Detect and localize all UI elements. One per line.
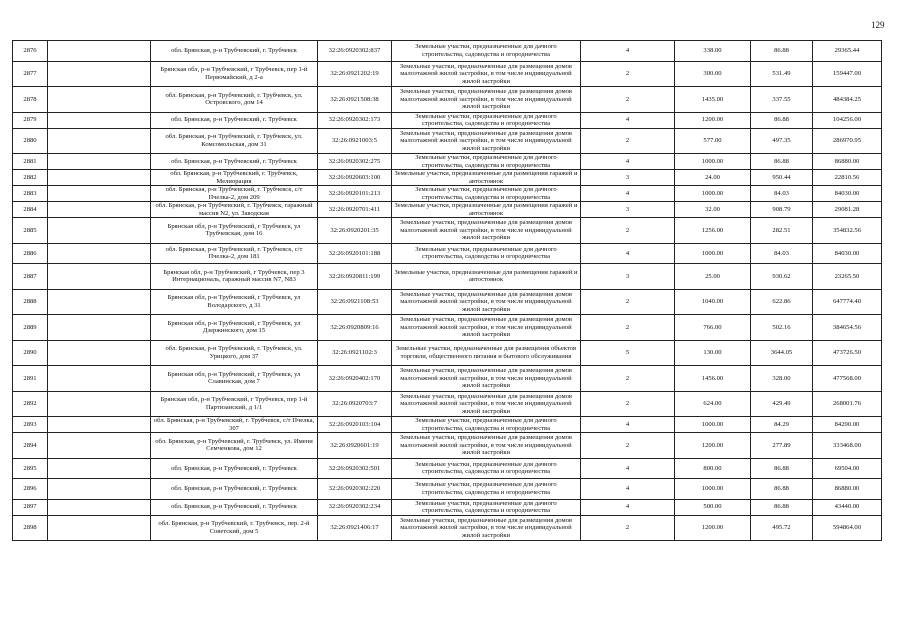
address-cell: обл. Брянская, р-н Трубчевский, г. Трубчевск	[151, 154, 318, 170]
row-number: 2891	[13, 366, 48, 392]
cadastral-value-cell: 29081.28	[813, 202, 882, 218]
cadastral-value-cell: 384654.56	[813, 315, 882, 341]
area-cell: 24.00	[675, 170, 751, 186]
specific-value-cell: 930.62	[751, 264, 813, 290]
cadastral-value-cell: 268001.76	[813, 391, 882, 417]
cadastral-value-cell: 84030.00	[813, 243, 882, 264]
empty-cell	[48, 154, 151, 170]
land-use-cell: Земельные участки, предназначенные для размещения домов малоэтажной жилой застройки, в том числе индивидуальной жилой застройки	[392, 366, 581, 392]
row-number: 2892	[13, 391, 48, 417]
table-row	[13, 315, 882, 341]
row-number: 2886	[13, 243, 48, 264]
land-use-cell: Земельные участки, предназначенные для дачного строительства, садоводства и огородничества	[392, 112, 581, 128]
area-cell: 1200.00	[675, 112, 751, 128]
cadastral-number-cell: 32:26:0921508:38	[318, 87, 392, 113]
group-cell: 4	[581, 41, 675, 62]
land-use-cell: Земельные участки, предназначенные для размещения домов малоэтажной жилой застройки, в том числе индивидуальной жилой застройки	[392, 61, 581, 87]
cadastral-number-cell: 32:26:0920811:199	[318, 264, 392, 290]
land-use-cell: Земельные участки, предназначенные для размещения домов малоэтажной жилой застройки, в том числе индивидуальной жилой застройки	[392, 218, 581, 244]
table-row	[13, 417, 882, 433]
specific-value-cell: 84.29	[751, 417, 813, 433]
table-row	[13, 154, 882, 170]
empty-cell	[48, 170, 151, 186]
group-cell: 2	[581, 61, 675, 87]
specific-value-cell: 86.88	[751, 499, 813, 515]
cadastral-number-cell: 32:26:0920809:16	[318, 315, 392, 341]
table-row	[13, 366, 882, 392]
table-row	[13, 391, 882, 417]
empty-cell	[48, 340, 151, 366]
group-cell: 3	[581, 264, 675, 290]
address-cell: обл. Брянская, р-н Трубчевский, г. Трубчевск, ул. Урицкого, дом 37	[151, 340, 318, 366]
cadastral-value-cell: 29365.44	[813, 41, 882, 62]
specific-value-cell: 495.72	[751, 515, 813, 541]
cadastral-value-cell: 84290.00	[813, 417, 882, 433]
empty-cell	[48, 186, 151, 202]
specific-value-cell: 531.49	[751, 61, 813, 87]
address-cell: обл. Брянская, р-н Трубчевский, г. Трубчевск	[151, 479, 318, 500]
group-cell: 2	[581, 515, 675, 541]
row-number: 2897	[13, 499, 48, 515]
cadastral-value-cell: 22810.56	[813, 170, 882, 186]
area-cell: 1000.00	[675, 186, 751, 202]
cadastral-value-cell: 43440.00	[813, 499, 882, 515]
area-cell: 1000.00	[675, 243, 751, 264]
row-number: 2885	[13, 218, 48, 244]
empty-cell	[48, 218, 151, 244]
land-use-cell: Земельные участки, предназначенные для дачного строительства, садоводства и огородничества	[392, 243, 581, 264]
cadastral-number-cell: 32:26:0920601:19	[318, 433, 392, 459]
address-cell: обл. Брянская, р-н Трубчевский, г. Трубчевск, ул. Комсомольская, дом 31	[151, 128, 318, 154]
table-row	[13, 170, 882, 186]
cadastral-value-cell: 286970.95	[813, 128, 882, 154]
cadastral-table	[12, 40, 882, 541]
address-cell: Брянская обл, р-н Трубчевский, г Трубчевск, ул Володарского, д 31	[151, 289, 318, 315]
row-number: 2879	[13, 112, 48, 128]
table-row	[13, 112, 882, 128]
empty-cell	[48, 315, 151, 341]
group-cell: 4	[581, 499, 675, 515]
row-number: 2893	[13, 417, 48, 433]
address-cell: Брянская обл, р-н Трубчевский, г Трубчевск, ул Трубчевская, дом 16	[151, 218, 318, 244]
area-cell: 338.00	[675, 41, 751, 62]
group-cell: 4	[581, 186, 675, 202]
cadastral-value-cell: 84030.00	[813, 186, 882, 202]
group-cell: 2	[581, 391, 675, 417]
row-number: 2895	[13, 458, 48, 479]
land-use-cell: Земельные участки, предназначенные для размещения гаражей и автостоянок	[392, 264, 581, 290]
specific-value-cell: 429.49	[751, 391, 813, 417]
table-row	[13, 128, 882, 154]
table-row	[13, 499, 882, 515]
land-use-cell: Земельные участки, предназначенные для размещения домов малоэтажной жилой застройки, в том числе индивидуальной жилой застройки	[392, 515, 581, 541]
specific-value-cell: 908.79	[751, 202, 813, 218]
area-cell: 32.00	[675, 202, 751, 218]
cadastral-number-cell: 32:26:0920701:411	[318, 202, 392, 218]
land-use-cell: Земельные участки, предназначенные для размещения гаражей и автостоянок	[392, 170, 581, 186]
cadastral-value-cell: 159447.00	[813, 61, 882, 87]
specific-value-cell: 497.35	[751, 128, 813, 154]
empty-cell	[48, 479, 151, 500]
row-number: 2896	[13, 479, 48, 500]
table-row	[13, 243, 882, 264]
cadastral-number-cell: 32:26:0920302:837	[318, 41, 392, 62]
address-cell: обл. Брянская, р-н Трубчевский, г. Трубчевск	[151, 458, 318, 479]
land-use-cell: Земельные участки, предназначенные для дачного строительства, садоводства и огородничества	[392, 417, 581, 433]
cadastral-number-cell: 32:26:0921202:19	[318, 61, 392, 87]
address-cell: Брянская обл, р-н Трубчевский, г Трубчевск, пер 1-й Партизанский, д 1/1	[151, 391, 318, 417]
cadastral-number-cell: 32:26:0920201:35	[318, 218, 392, 244]
specific-value-cell: 337.55	[751, 87, 813, 113]
row-number: 2888	[13, 289, 48, 315]
cadastral-number-cell: 32:26:0921102:3	[318, 340, 392, 366]
empty-cell	[48, 499, 151, 515]
cadastral-number-cell: 32:26:0920302:220	[318, 479, 392, 500]
cadastral-value-cell: 104256.00	[813, 112, 882, 128]
row-number: 2894	[13, 433, 48, 459]
row-number: 2898	[13, 515, 48, 541]
row-number: 2877	[13, 61, 48, 87]
cadastral-value-cell: 23265.50	[813, 264, 882, 290]
table-row	[13, 218, 882, 244]
cadastral-number-cell: 32:26:0920603:100	[318, 170, 392, 186]
cadastral-value-cell: 354832.56	[813, 218, 882, 244]
empty-cell	[48, 515, 151, 541]
specific-value-cell: 3644.05	[751, 340, 813, 366]
address-cell: обл. Брянская, р-н Трубчевский, г. Трубчевск, ул. Имени Семченкова, дом 12	[151, 433, 318, 459]
area-cell: 1040.00	[675, 289, 751, 315]
group-cell: 3	[581, 170, 675, 186]
area-cell: 1456.00	[675, 366, 751, 392]
area-cell: 1000.00	[675, 479, 751, 500]
empty-cell	[48, 202, 151, 218]
row-number: 2887	[13, 264, 48, 290]
cadastral-number-cell: 32:26:0920302:234	[318, 499, 392, 515]
specific-value-cell: 950.44	[751, 170, 813, 186]
land-use-cell: Земельные участки, предназначенные для размещения домов малоэтажной жилой застройки, в том числе индивидуальной жилой застройки	[392, 433, 581, 459]
land-use-cell: Земельные участки, предназначенные для дачного строительства, садоводства и огородничества	[392, 499, 581, 515]
area-cell: 130.00	[675, 340, 751, 366]
specific-value-cell: 86.88	[751, 154, 813, 170]
cadastral-number-cell: 32:26:0920101:188	[318, 243, 392, 264]
group-cell: 3	[581, 202, 675, 218]
address-cell: обл. Брянская, р-н Трубчевский, г. Трубчевск, Мелиорация	[151, 170, 318, 186]
cadastral-number-cell: 32:26:0920703:7	[318, 391, 392, 417]
specific-value-cell: 86.88	[751, 41, 813, 62]
empty-cell	[48, 366, 151, 392]
area-cell: 624.00	[675, 391, 751, 417]
empty-cell	[48, 112, 151, 128]
group-cell: 4	[581, 243, 675, 264]
table-row	[13, 61, 882, 87]
land-use-cell: Земельные участки, предназначенные для размещения домов малоэтажной жилой застройки, в том числе индивидуальной жилой застройки	[392, 128, 581, 154]
specific-value-cell: 84.03	[751, 186, 813, 202]
area-cell: 1200.00	[675, 515, 751, 541]
empty-cell	[48, 128, 151, 154]
land-use-cell: Земельные участки, предназначенные для размещения домов малоэтажной жилой застройки, в том числе индивидуальной жилой застройки	[392, 87, 581, 113]
empty-cell	[48, 289, 151, 315]
specific-value-cell: 502.16	[751, 315, 813, 341]
specific-value-cell: 86.88	[751, 479, 813, 500]
table-row	[13, 479, 882, 500]
cadastral-value-cell: 647774.40	[813, 289, 882, 315]
row-number: 2880	[13, 128, 48, 154]
area-cell: 1000.00	[675, 154, 751, 170]
land-use-cell: Земельные участки, предназначенные для размещения объектов торговли, общественного питания и бытового обслуживания	[392, 340, 581, 366]
group-cell: 4	[581, 458, 675, 479]
group-cell: 4	[581, 154, 675, 170]
group-cell: 2	[581, 218, 675, 244]
address-cell: обл. Брянская, р-н Трубчевский, г. Трубчевск	[151, 112, 318, 128]
row-number: 2889	[13, 315, 48, 341]
address-cell: Брянская обл, р-н Трубчевский, г Трубчевск, пер 3 Интернациональ, гаражный массив N7, N83	[151, 264, 318, 290]
area-cell: 300.00	[675, 61, 751, 87]
land-use-cell: Земельные участки, предназначенные для дачного строительства, садоводства и огородничества	[392, 458, 581, 479]
cadastral-number-cell: 32:26:0920402:170	[318, 366, 392, 392]
cadastral-value-cell: 69504.00	[813, 458, 882, 479]
land-use-cell: Земельные участки, предназначенные для дачного строительства, садоводства и огородничества	[392, 41, 581, 62]
address-cell: Брянская обл, р-н Трубчевский, г Трубчевск, ул Славинская, дом 7	[151, 366, 318, 392]
row-number: 2878	[13, 87, 48, 113]
land-use-cell: Земельные участки, предназначенные для дачного строительства, садоводства и огородничества	[392, 154, 581, 170]
land-use-cell: Земельные участки, предназначенные для размещения гаражей и автостоянок	[392, 202, 581, 218]
address-cell: обл. Брянская, р-н Трубчевский, г. Трубчевск, гаражный массив N2, ул. Заводская	[151, 202, 318, 218]
land-use-cell: Земельные участки, предназначенные для размещения домов малоэтажной жилой застройки, в том числе индивидуальной жилой застройки	[392, 391, 581, 417]
area-cell: 800.00	[675, 458, 751, 479]
address-cell: обл. Брянская, р-н Трубчевский, г. Трубчевск	[151, 499, 318, 515]
cadastral-value-cell: 333468.00	[813, 433, 882, 459]
empty-cell	[48, 264, 151, 290]
group-cell: 4	[581, 112, 675, 128]
group-cell: 4	[581, 417, 675, 433]
land-use-cell: Земельные участки, предназначенные для дачного строительства, садоводства и огородничества	[392, 479, 581, 500]
group-cell: 2	[581, 366, 675, 392]
address-cell: обл. Брянская, р-н Трубчевский, г. Трубчевск, пер. 2-й Советский, дом 5	[151, 515, 318, 541]
group-cell: 2	[581, 87, 675, 113]
specific-value-cell: 86.88	[751, 112, 813, 128]
cadastral-number-cell: 32:26:0921003:5	[318, 128, 392, 154]
group-cell: 5	[581, 340, 675, 366]
table-row	[13, 433, 882, 459]
cadastral-number-cell: 32:26:0920103:104	[318, 417, 392, 433]
cadastral-number-cell: 32:26:0920302:173	[318, 112, 392, 128]
area-cell: 1256.00	[675, 218, 751, 244]
specific-value-cell: 277.89	[751, 433, 813, 459]
empty-cell	[48, 61, 151, 87]
area-cell: 1435.00	[675, 87, 751, 113]
cadastral-number-cell: 32:26:0920302:275	[318, 154, 392, 170]
land-use-cell: Земельные участки, предназначенные для размещения домов малоэтажной жилой застройки, в том числе индивидуальной жилой застройки	[392, 289, 581, 315]
cadastral-number-cell: 32:26:0920302:501	[318, 458, 392, 479]
row-number: 2890	[13, 340, 48, 366]
group-cell: 4	[581, 479, 675, 500]
group-cell: 2	[581, 315, 675, 341]
group-cell: 2	[581, 128, 675, 154]
row-number: 2883	[13, 186, 48, 202]
group-cell: 2	[581, 433, 675, 459]
empty-cell	[48, 433, 151, 459]
address-cell: обл. Брянская, р-н Трубчевский, г. Трубчевск, с/т Пчелка-2, дом 209	[151, 186, 318, 202]
row-number: 2882	[13, 170, 48, 186]
cadastral-value-cell: 594864.00	[813, 515, 882, 541]
table-row	[13, 340, 882, 366]
address-cell: обл. Брянская, р-н Трубчевский, г. Трубчевск	[151, 41, 318, 62]
address-cell: обл. Брянская, р-н Трубчевский, г. Трубчевск, с/т Пчелка-2, дом 181	[151, 243, 318, 264]
cadastral-number-cell: 32:26:0921108:53	[318, 289, 392, 315]
table-row	[13, 264, 882, 290]
specific-value-cell: 282.51	[751, 218, 813, 244]
area-cell: 25.00	[675, 264, 751, 290]
table-row	[13, 186, 882, 202]
cadastral-value-cell: 484384.25	[813, 87, 882, 113]
table-row	[13, 515, 882, 541]
table-row	[13, 202, 882, 218]
cadastral-value-cell: 477568.00	[813, 366, 882, 392]
empty-cell	[48, 87, 151, 113]
area-cell: 766.00	[675, 315, 751, 341]
table-row	[13, 289, 882, 315]
address-cell: обл. Брянская, р-н Трубчевский, г. Трубчевск, ул. Островского, дом 14	[151, 87, 318, 113]
table-row	[13, 87, 882, 113]
specific-value-cell: 328.00	[751, 366, 813, 392]
land-use-cell: Земельные участки, предназначенные для размещения домов малоэтажной жилой застройки, в том числе индивидуальной жилой застройки	[392, 315, 581, 341]
group-cell: 2	[581, 289, 675, 315]
row-number: 2881	[13, 154, 48, 170]
specific-value-cell: 84.03	[751, 243, 813, 264]
specific-value-cell: 86.88	[751, 458, 813, 479]
area-cell: 1000.00	[675, 417, 751, 433]
cadastral-number-cell: 32:26:0921406:17	[318, 515, 392, 541]
row-number: 2884	[13, 202, 48, 218]
row-number: 2876	[13, 41, 48, 62]
cadastral-value-cell: 473726.50	[813, 340, 882, 366]
cadastral-value-cell: 86880.00	[813, 479, 882, 500]
empty-cell	[48, 391, 151, 417]
area-cell: 1200.00	[675, 433, 751, 459]
table-body	[13, 41, 882, 541]
empty-cell	[48, 417, 151, 433]
area-cell: 500.00	[675, 499, 751, 515]
address-cell: обл. Брянская, р-н Трубчевский, г. Трубчевск, с/т Пчелка, 307	[151, 417, 318, 433]
address-cell: Брянская обл, р-н Трубчевский, г Трубчевск, ул Дзержинского, дом 15	[151, 315, 318, 341]
empty-cell	[48, 458, 151, 479]
land-use-cell: Земельные участки, предназначенные для дачного строительства, садоводства и огородничества	[392, 186, 581, 202]
empty-cell	[48, 243, 151, 264]
table-row	[13, 458, 882, 479]
specific-value-cell: 622.86	[751, 289, 813, 315]
area-cell: 577.00	[675, 128, 751, 154]
page-number: 129	[871, 20, 885, 30]
empty-cell	[48, 41, 151, 62]
cadastral-number-cell: 32:26:0920101:213	[318, 186, 392, 202]
cadastral-value-cell: 86880.00	[813, 154, 882, 170]
address-cell: Брянская обл, р-н Трубчевский, г Трубчевск, пер 1-й Первомайский, д 2-а	[151, 61, 318, 87]
table-row	[13, 41, 882, 62]
